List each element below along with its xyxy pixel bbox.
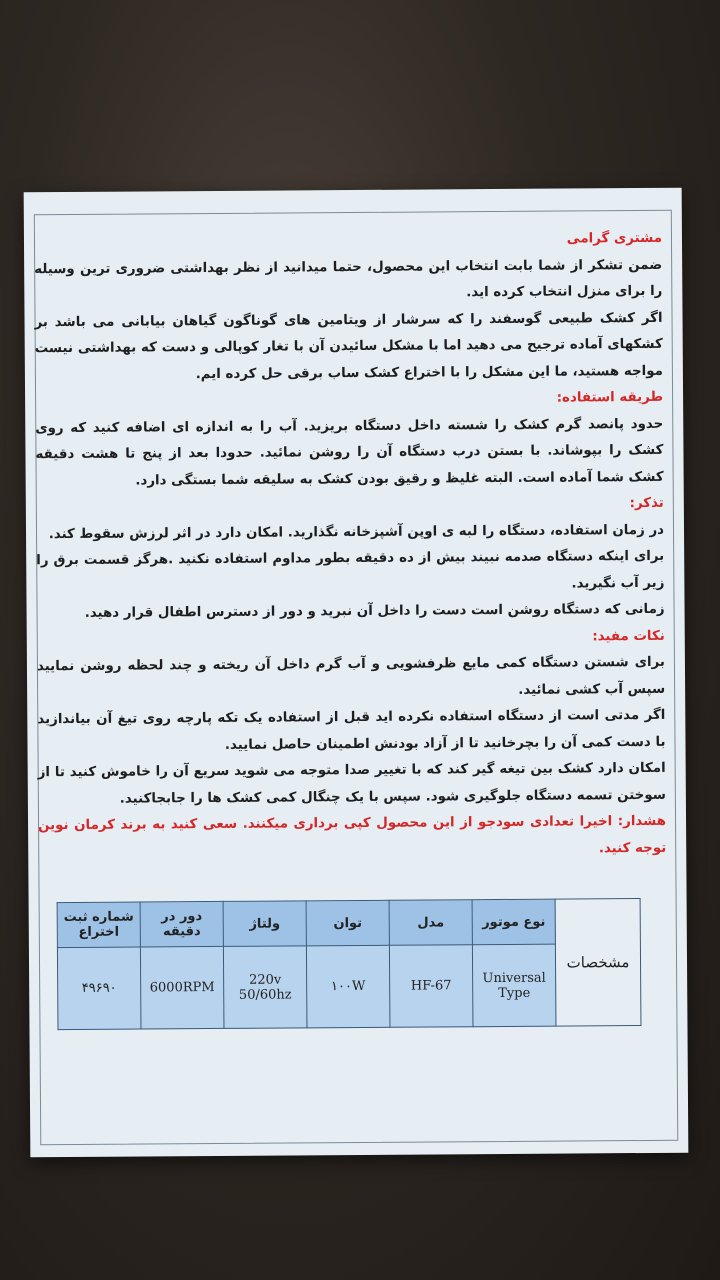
spec-value-model: HF-67 <box>389 945 473 1028</box>
caution-paragraph: در زمان استفاده، دستگاه را لبه ی اوپن آشپزخانه نگذارید. امکان دارد در اثر لرزش سقوط کند. <box>48 522 665 542</box>
spec-header-voltage: ولتاژ <box>223 901 306 947</box>
intro-paragraph: ضمن تشکر از شما بابت انتخاب این محصول، حتما میدانید از نظر بهداشتی ضروری ترین وسیله را برای منزل انتخاب کرده اید. <box>34 257 663 301</box>
spec-value-motor: Universal Type <box>472 944 556 1027</box>
tips-paragraph: امکان دارد کشک بین تیغه گیر کند که با تغییر صدا متوجه می شوید سریع آن را خاموش کنید تا از سوختن تسمه دستگاه جلوگیری شود. سپس با یک چنگال کمی کشک ها را جابجاکنید. <box>37 760 666 807</box>
usage-paragraph: حدود پانصد گرم کشک را شسته داخل دستگاه بریزید. آب را به اندازه ای اضافه کنید که روی کشک را بپوشاند. با بستن درب دستگاه آن را روشن نمائید. حدودا بعد از پنج تا هشت دقیقه کشک شما آماده است. البته غلیظ و رقیق بودن کشک به سلیقه شما بستگی دارد. <box>35 416 664 489</box>
caution-paragraph: زمانی که دستگاه روشن است دست را داخل آن نبرید و دور از دسترس اطفال قرار دهید. <box>84 601 665 621</box>
greeting-heading: مشتری گرامی <box>566 230 663 247</box>
caution-paragraph: برای اینکه دستگاه صدمه نبیند بیش از ده دقیقه بطور مداوم استفاده نکنید .هرگز قسمت برق را زیر آب نگیرید. <box>36 548 665 591</box>
spec-value-voltage: 220v 50/60hz <box>223 946 307 1029</box>
document-body <box>34 226 666 866</box>
instruction-sheet <box>24 188 689 1158</box>
spec-header-motor: نوع موتور <box>472 899 555 945</box>
spec-value-power: ۱۰۰W <box>306 945 390 1028</box>
tips-paragraph: برای شستن دستگاه کمی مایع ظرفشویی و آب گرم داخل آن ریخته و چند لحظه روشن نمایید سپس آب کشی نمائید. <box>36 654 666 698</box>
spec-header-rpm: دور در دقیقه <box>140 901 223 947</box>
specs-table <box>57 898 642 1030</box>
spec-header-model: مدل <box>389 900 472 946</box>
spec-header-patent: شماره ثبت اختراع <box>57 902 140 948</box>
spec-header-power: توان <box>306 900 389 946</box>
specs-title: مشخصات <box>555 899 641 1027</box>
tips-heading: نکات مفید: <box>592 628 665 644</box>
tips-paragraph: اگر مدتی است از دستگاه استفاده نکرده اید قبل از استفاده یک تکه پارچه روی تیغ آن بیاندازید با دست کمی آن را بچرخانید تا از آزاد بودنش اطمینان حاصل نمایید. <box>37 707 666 753</box>
usage-heading: طریقه استفاده: <box>556 389 664 406</box>
warning-text: هشدار: اخیرا تعدادی سودجو از این محصول کپی برداری میکنند. سعی کنید به برند کرمان نوین توجه کنید. <box>38 813 667 856</box>
spec-value-patent: ۴۹۶۹۰ <box>57 947 141 1030</box>
caution-heading: تذکر: <box>629 495 664 512</box>
spec-value-rpm: 6000RPM <box>140 946 224 1029</box>
intro-paragraph: اگر کشک طبیعی گوسفند را که سرشار از ویتامین های گوناگون گیاهان بیابانی می باشد بر کشکهای آماده ترجیح می دهید اما با مشکل سائیدن آن با تغار کوپالی و دست که بهداشتی نیست مواجه هستید، ما این مشکل را با اختراع کشک ساب برقی حل کرده ایم. <box>34 310 663 382</box>
